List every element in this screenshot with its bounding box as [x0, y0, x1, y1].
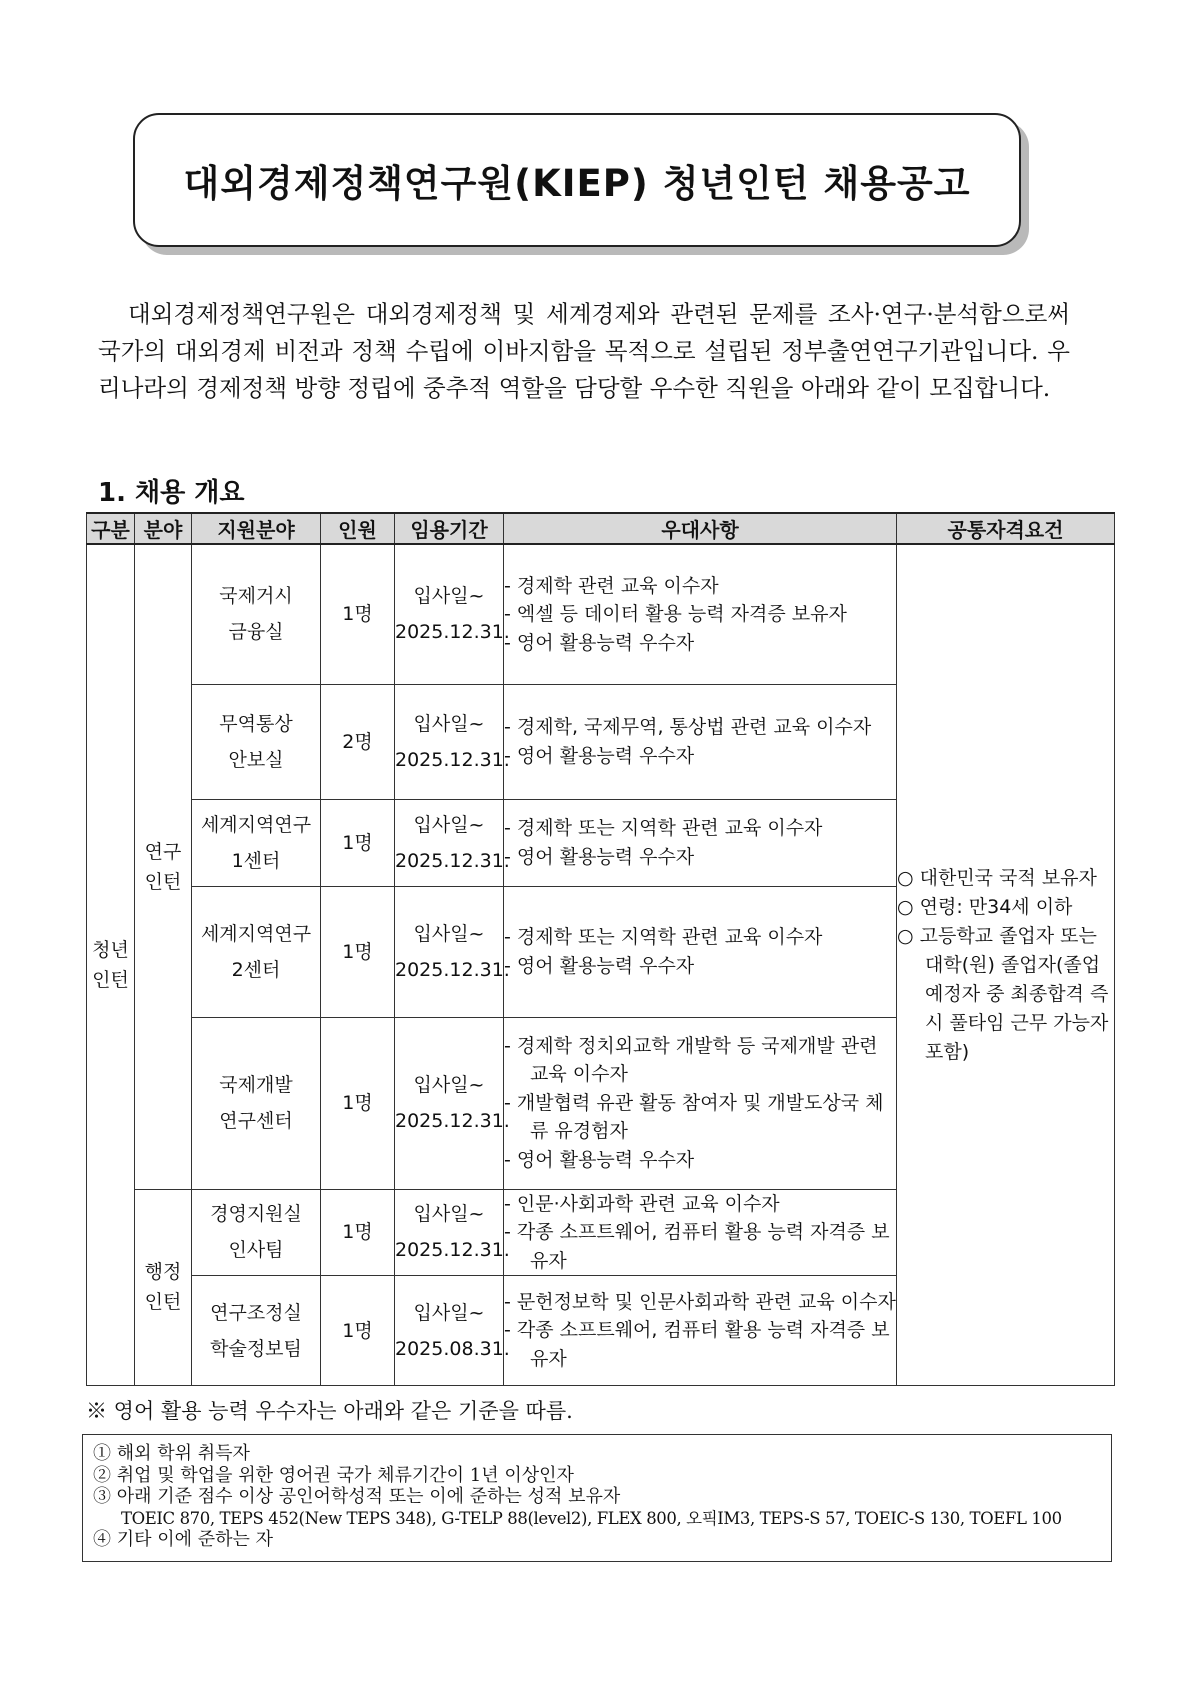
- count-cell: 1명: [321, 799, 395, 886]
- period-cell: 입사일~ 2025.12.31.: [395, 544, 504, 684]
- pref-cell: - 경제학 정치외교학 개발학 등 국제개발 관련 교육 이수자 - 개발협력 유관 활동 참여자 및 개발도상국 체류 유경험자 - 영어 활용능력 우수자: [504, 1017, 897, 1189]
- period-cell: 입사일~ 2025.12.31.: [395, 1017, 504, 1189]
- count-cell: 1명: [321, 1276, 395, 1386]
- section-title: 1. 채용 개요: [98, 478, 245, 508]
- pref-cell: - 인문·사회과학 관련 교육 이수자 - 각종 소프트웨어, 컴퓨터 활용 능력 자격증 보유자: [504, 1189, 897, 1276]
- count-cell: 1명: [321, 886, 395, 1017]
- table-row: [87, 544, 1115, 684]
- dept-cell: 세계지역연구 1센터: [192, 799, 321, 886]
- dept-cell: 국제거시 금융실: [192, 544, 321, 684]
- pref-cell: - 문헌정보학 및 인문사회과학 관련 교육 이수자 - 각종 소프트웨어, 컴퓨터 활용 능력 자격증 보유자: [504, 1276, 897, 1386]
- intro-paragraph: 대외경제정책연구원은 대외경제정책 및 세계경제와 관련된 문제를 조사·연구·분석함으로써 국가의 대외경제 비전과 정책 수립에 이바지함을 목적으로 설립된 정부출연연구기관입니다. 우리나라의 경제정책 방향 정립에 중추적 역할을 담당할 우수한 직원을 아래와 같이 모집합니다.: [98, 300, 1070, 402]
- period-cell: 입사일~ 2025.12.31.: [395, 886, 504, 1017]
- period-cell: 입사일~ 2025.12.31.: [395, 1189, 504, 1276]
- pref-cell: - 경제학 관련 교육 이수자 - 엑셀 등 데이터 활용 능력 자격증 보유자 - 영어 활용능력 우수자: [504, 544, 897, 684]
- dept-cell: 경영지원실 인사팀: [192, 1189, 321, 1276]
- count-cell: 1명: [321, 544, 395, 684]
- criteria-item: ① 해외 학위 취득자: [93, 1443, 250, 1464]
- header-cell: 우대사항: [504, 513, 897, 544]
- header-cell: 임용기간: [395, 513, 504, 544]
- header-cell: 분야: [135, 513, 192, 544]
- field-admin-cell: 행정 인턴: [135, 1189, 192, 1386]
- period-cell: 입사일~ 2025.08.31.: [395, 1276, 504, 1386]
- english-criteria-box: [82, 1434, 1112, 1562]
- dept-cell: 무역통상 안보실: [192, 684, 321, 799]
- pref-cell: - 경제학 또는 지역학 관련 교육 이수자 - 영어 활용능력 우수자: [504, 886, 897, 1017]
- pref-cell: - 경제학, 국제무역, 통상법 관련 교육 이수자 - 영어 활용능력 우수자: [504, 684, 897, 799]
- header-cell: 지원분야: [192, 513, 321, 544]
- period-cell: 입사일~ 2025.12.31.: [395, 799, 504, 886]
- header-cell: 공통자격요건: [897, 513, 1115, 544]
- criteria-score-list: TOEIC 870, TEPS 452(New TEPS 348), G-TELP 88(level2), FLEX 800, 오픽IM3, TEPS-S 57, TOEIC-S 130, TOEFL 100: [121, 1508, 1062, 1528]
- category-cell: 청년 인턴: [87, 544, 135, 1386]
- english-criteria-note: ※ 영어 활용 능력 우수자는 아래와 같은 기준을 따름.: [86, 1399, 573, 1423]
- count-cell: 2명: [321, 684, 395, 799]
- dept-cell: 세계지역연구 2센터: [192, 886, 321, 1017]
- title-banner: [133, 113, 1021, 247]
- count-cell: 1명: [321, 1189, 395, 1276]
- title-box: [133, 113, 1021, 247]
- field-research-cell: 연구 인턴: [135, 544, 192, 1189]
- period-cell: 입사일~ 2025.12.31.: [395, 684, 504, 799]
- common-requirements-cell: ○ 대한민국 국적 보유자 ○ 연령: 만34세 이하 ○ 고등학교 졸업자 또는 대학(원) 졸업자(졸업예정자 중 최종합격 즉시 풀타임 근무 가능자 포함): [897, 544, 1115, 1386]
- pref-cell: - 경제학 또는 지역학 관련 교육 이수자 - 영어 활용능력 우수자: [504, 799, 897, 886]
- criteria-item: ④ 기타 이에 준하는 자: [93, 1529, 273, 1550]
- dept-cell: 국제개발 연구센터: [192, 1017, 321, 1189]
- table-header-row: [87, 513, 1115, 544]
- dept-cell: 연구조정실 학술정보팀: [192, 1276, 321, 1386]
- header-cell: 인원: [321, 513, 395, 544]
- header-cell: 구분: [87, 513, 135, 544]
- criteria-item: ③ 아래 기준 점수 이상 공인어학성적 또는 이에 준하는 성적 보유자: [93, 1486, 621, 1507]
- count-cell: 1명: [321, 1017, 395, 1189]
- recruitment-table: [86, 512, 1115, 1386]
- page-title: 대외경제정책연구원(KIEP) 청년인턴 채용공고: [183, 162, 971, 205]
- criteria-item: ② 취업 및 학업을 위한 영어권 국가 체류기간이 1년 이상인자: [93, 1464, 574, 1486]
